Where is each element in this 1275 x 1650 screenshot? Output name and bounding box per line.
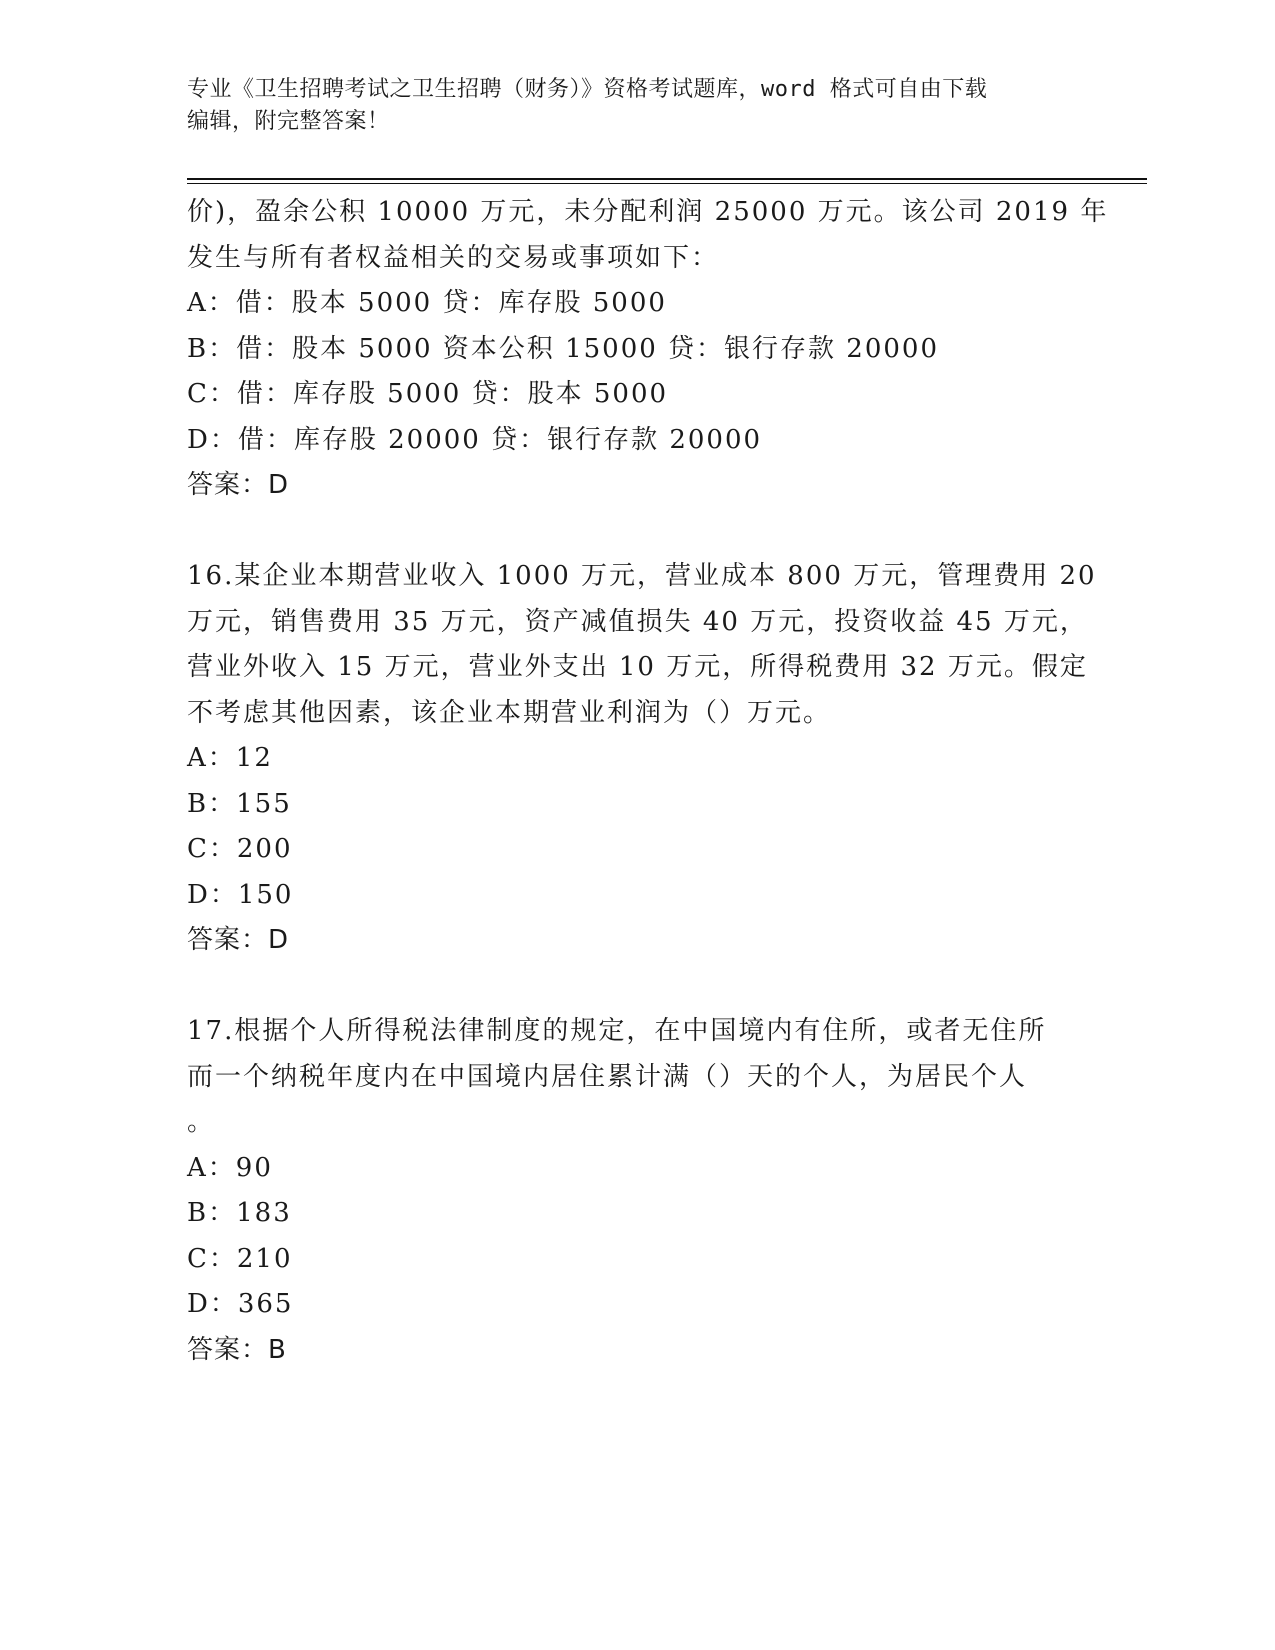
spacer: [187, 509, 1087, 555]
question-text-line: 而一个纳税年度内在中国境内居住累计满（）天的个人，为居民个人: [187, 1061, 1028, 1092]
option-d: D：365: [187, 1289, 294, 1319]
option-c: C：200: [187, 834, 293, 864]
option-a: A：借：股本 5000 贷：库存股 5000: [187, 288, 667, 318]
option-b: B：借：股本 5000 资本公积 15000 贷：银行存款 20000: [187, 333, 940, 364]
answer-line: 答案：B: [187, 1334, 287, 1365]
header-divider-thin: [187, 183, 1147, 184]
header-divider-thick: [187, 178, 1147, 180]
question-text-line: 。: [187, 1107, 216, 1137]
option-d: D：借：库存股 20000 贷：银行存款 20000: [187, 424, 763, 455]
question-text-line: 营业外收入 15 万元，营业外支出 10 万元，所得税费用 32 万元。假定: [187, 652, 1088, 682]
option-d: D：150: [187, 879, 294, 910]
header-line-1: 专业《卫生招聘考试之卫生招聘（财务）》资格考试题库，word 格式可自由下载: [187, 77, 988, 102]
option-c: C：210: [187, 1243, 293, 1274]
question-15: [187, 190, 1109, 509]
question-16: [187, 554, 1097, 964]
option-c: C：借：库存股 5000 贷：股本 5000: [187, 379, 669, 409]
option-a: A：12: [187, 743, 273, 773]
header-line-2: 编辑，附完整答案！: [187, 109, 390, 134]
option-b: B：183: [187, 1198, 292, 1228]
answer-line: 答案：D: [187, 470, 290, 500]
document-header: [187, 74, 1087, 138]
document-body: [187, 190, 1109, 1373]
option-a: A：90: [187, 1152, 273, 1183]
question-text-line: 16.某企业本期营业收入 1000 万元，营业成本 800 万元，管理费用 20: [187, 561, 1097, 591]
question-text-line: 不考虑其他因素，该企业本期营业利润为（）万元。: [187, 697, 832, 728]
answer-line: 答案：D: [187, 925, 290, 955]
question-text-line: 发生与所有者权益相关的交易或事项如下：: [187, 242, 720, 273]
question-text-line: 价)，盈余公积 10000 万元，未分配利润 25000 万元。该公司 2019 年: [187, 197, 1109, 227]
question-text-line: 17.根据个人所得税法律制度的规定，在中国境内有住所，或者无住所: [187, 1016, 1047, 1046]
question-17: [187, 1009, 1087, 1373]
question-text-line: 万元，销售费用 35 万元，资产减值损失 40 万元，投资收益 45 万元，: [187, 606, 1088, 637]
option-b: B：155: [187, 788, 292, 819]
spacer: [187, 964, 1087, 1010]
